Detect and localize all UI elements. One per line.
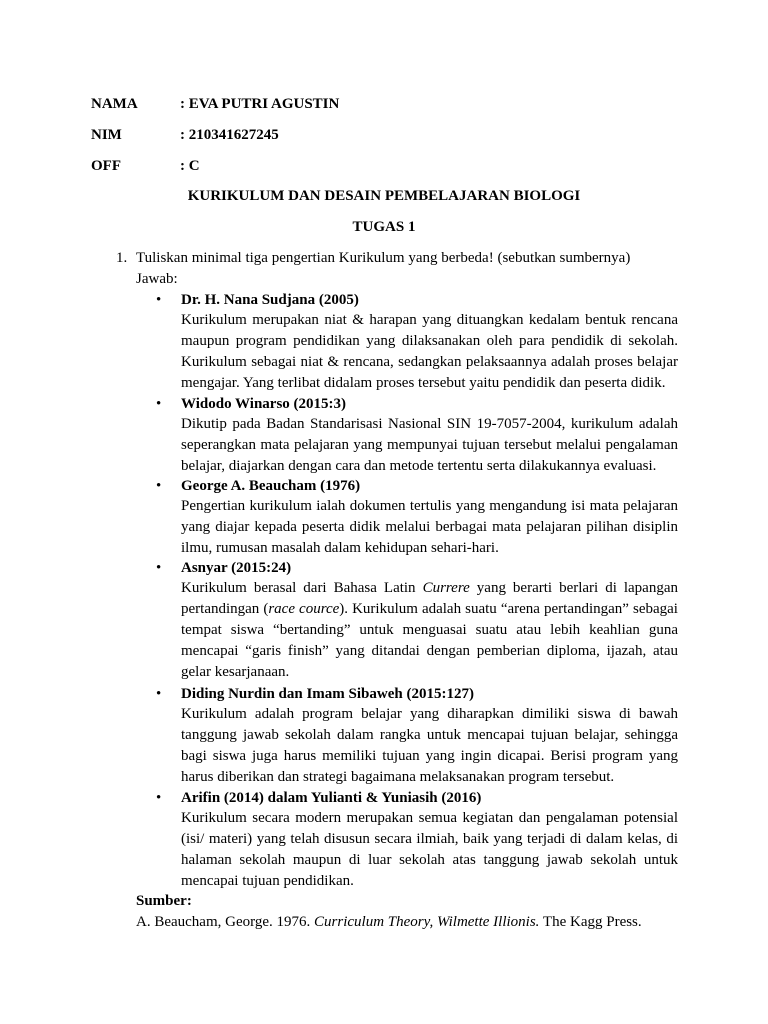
document-subtitle: TUGAS 1 — [352, 219, 416, 235]
document-title: KURIKULUM DAN DESAIN PEMBELAJARAN BIOLOGI — [187, 188, 581, 204]
bullet-icon: • — [156, 686, 162, 702]
item-paragraph — [181, 704, 678, 788]
bullet-icon: • — [156, 478, 162, 494]
item-paragraph — [181, 310, 678, 394]
italic-term: race cource — [268, 601, 340, 617]
nim-label: NIM — [91, 127, 122, 143]
reference-suffix: The Kagg Press. — [539, 914, 642, 930]
item-paragraph — [181, 808, 678, 892]
paragraph-line: ilmu, rumusan masalah dalam kehidupan sehari-hari. — [181, 540, 499, 556]
paragraph-line: Kurikulum merupakan niat & harapan yang dituangkan kedalam bentuk rencana — [181, 312, 678, 328]
sumber-heading: Sumber: — [136, 893, 192, 909]
bullet-icon: • — [156, 560, 162, 576]
paragraph-line: Kurikulum adalah program belajar yang diharapkan dimiliki siswa di bawah — [181, 706, 678, 722]
off-row — [91, 157, 200, 175]
paragraph-line: maupun program pendidikan yang dilaksanakan oleh para pendidik di sekolah. — [181, 333, 678, 349]
reference-entry — [136, 913, 642, 931]
nama-label: NAMA — [91, 96, 138, 112]
nama-row — [91, 95, 339, 113]
paragraph-line: Kurikulum berasal dari Bahasa Latin Currere yang berarti berlari di lapangan — [181, 580, 678, 596]
paragraph-line: Dikutip pada Badan Standarisasi Nasional SIN 19-7057-2004, kurikulum adalah — [181, 416, 678, 432]
item-paragraph — [181, 578, 678, 683]
reference-title: Curriculum Theory, Wilmette Illionis. — [314, 914, 540, 930]
off-label: OFF — [91, 158, 121, 174]
bullet-icon: • — [156, 790, 162, 806]
list-item-heading — [156, 684, 474, 704]
paragraph-line: halaman sekolah maupun di luar sekolah atas tanggung jawab sekolah untuk — [181, 852, 678, 868]
question-number: 1. — [116, 250, 128, 266]
list-item-heading — [156, 476, 360, 496]
item-heading-text: Asnyar (2015:24) — [181, 560, 292, 576]
item-heading-text: Arifin (2014) dalam Yulianti & Yuniasih (2016) — [181, 790, 482, 806]
list-item-heading — [156, 558, 291, 578]
paragraph-line: pertandingan (race cource). Kurikulum adalah suatu “arena pertandingan” sebagai — [181, 601, 678, 617]
paragraph-line: tempat siswa “bertanding” untuk menguasai suatu atau lebih keahlian guna — [181, 622, 678, 638]
paragraph-line: gelar kesarjanaan. — [181, 664, 290, 680]
question-text: Tuliskan minimal tiga pengertian Kurikulum yang berbeda! (sebutkan sumbernya) — [136, 250, 631, 266]
nama-value: : EVA PUTRI AGUSTIN — [180, 96, 340, 112]
list-item-heading — [156, 788, 481, 808]
item-heading-text: Diding Nurdin dan Imam Sibaweh (2015:127) — [181, 686, 474, 702]
nim-row — [91, 126, 279, 144]
paragraph-line: belajar, diajarkan dengan cara dan metode tertentu serta dilakukannya evaluasi. — [181, 458, 657, 474]
paragraph-line: harus diberikan dan strategi bagaimana melaksanakan program tersebut. — [181, 769, 615, 785]
question-1 — [116, 249, 630, 267]
list-item-heading — [156, 290, 359, 310]
item-paragraph — [181, 414, 678, 477]
paragraph-line: (isi/ materi) yang telah disusun secara ilmiah, baik yang terjadi di dalam kelas, di — [181, 831, 678, 847]
paragraph-line: seperangkan mata pelajaran yang mempunyai tujuan tersebut melalui pengalaman — [181, 437, 678, 453]
list-item-heading — [156, 394, 346, 414]
paragraph-line: yang diajar kepada peserta didik melalui berbagai mata pelajaran pilihan disiplin — [181, 519, 678, 535]
answer-label: Jawab: — [136, 271, 178, 287]
bullet-icon: • — [156, 292, 162, 308]
off-value: : C — [180, 158, 200, 174]
paragraph-line: Kurikulum secara modern merupakan semua kegiatan dan pengalaman potensial — [181, 810, 678, 826]
paragraph-line: mencapai tujuan pendidikan. — [181, 873, 354, 889]
item-heading-text: Widodo Winarso (2015:3) — [181, 396, 347, 412]
item-heading-text: George A. Beaucham (1976) — [181, 478, 361, 494]
nim-value: : 210341627245 — [180, 127, 279, 143]
item-paragraph — [181, 496, 678, 559]
paragraph-line: Kurikulum sebagai niat & rencana, sedangkan pelaksaannya adalah proses belajar — [181, 354, 678, 370]
reference-prefix: A. Beaucham, George. 1976. — [136, 914, 315, 930]
paragraph-line: mencapai “garis finish” yang ditandai dengan pemberian diploma, ijazah, atau — [181, 643, 678, 659]
paragraph-line: bagi siswa juga harus memiliki tujuan yang ingin dicapai. Berisi program yang — [181, 748, 678, 764]
italic-term: Currere — [422, 580, 470, 596]
item-heading-text: Dr. H. Nana Sudjana (2005) — [181, 292, 359, 308]
bullet-icon: • — [156, 396, 162, 412]
paragraph-line: mengajar. Yang terlibat didalam proses tersebut yaitu pendidik dan peserta didik. — [181, 375, 666, 391]
paragraph-line: Pengertian kurikulum ialah dokumen tertulis yang mengandung isi mata pelajaran — [181, 498, 678, 514]
paragraph-line: tanggung jawab sekolah dalam rangka untuk mencapai tujuan belajar, sehingga — [181, 727, 678, 743]
